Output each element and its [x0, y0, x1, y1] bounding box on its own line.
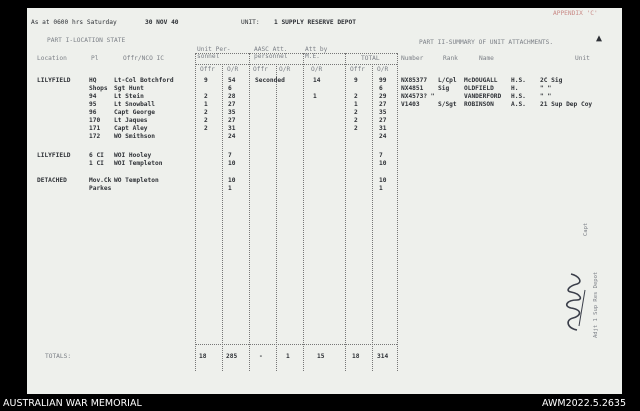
- row-platoon: 170: [89, 117, 101, 124]
- attachment-name: McDOUGALL: [464, 77, 498, 84]
- total-or: 314: [377, 353, 389, 360]
- unit-label: UNIT:: [241, 19, 260, 26]
- row-total-offr: 2: [354, 117, 358, 124]
- total-unit-offr: 18: [199, 353, 207, 360]
- row-total-or: 35: [379, 109, 387, 116]
- col-att-me: Att by M.E.: [305, 46, 328, 60]
- rule: [195, 53, 397, 54]
- ink-mark: ▲: [596, 33, 603, 44]
- row-total-or: 27: [379, 101, 387, 108]
- unit-name: 1 SUPPLY RESERVE DEPOT: [274, 19, 356, 26]
- row-unit-or: 7: [228, 152, 232, 159]
- row-att: 14: [313, 77, 321, 84]
- row-platoon: 6 CI: [89, 152, 104, 159]
- row-unit-offr: 2: [204, 125, 208, 132]
- row-total-or: 31: [379, 125, 387, 132]
- col-aasc-att: AASC Att. personnel: [254, 46, 288, 60]
- row-officer: Lt Stein: [114, 93, 144, 100]
- row-aasc-offr: Seconded: [255, 77, 285, 84]
- row-total-offr: 2: [354, 93, 358, 100]
- sub-or: O/R: [227, 66, 239, 73]
- row-total-or: 29: [379, 93, 387, 100]
- row-unit-or: 6: [228, 85, 232, 92]
- column-rule: [249, 53, 250, 371]
- column-rule: [195, 53, 196, 371]
- row-unit-or: 54: [228, 77, 236, 84]
- handwritten-signature: [559, 270, 591, 334]
- col-total: TOTAL: [361, 55, 380, 62]
- row-total-or: 27: [379, 117, 387, 124]
- attachment-unit: " ": [540, 85, 552, 92]
- row-location: LILYFIELD: [37, 77, 71, 84]
- total-offr: 18: [352, 353, 360, 360]
- attachment-corps: A.S.: [511, 101, 526, 108]
- attachment-name: ROBINSON: [464, 101, 494, 108]
- row-unit-offr: 2: [204, 93, 208, 100]
- col-pl: Pl: [91, 55, 99, 62]
- totals-label: TOTALS:: [45, 353, 72, 360]
- row-unit-or: 10: [228, 160, 236, 167]
- as-at-text: As at 0600 hrs Saturday: [31, 19, 117, 26]
- row-platoon: HQ: [89, 77, 97, 84]
- attachment-unit: 2C Sig: [540, 77, 563, 84]
- rule: [195, 344, 397, 345]
- row-unit-offr: 9: [204, 77, 208, 84]
- column-rule: [222, 64, 223, 371]
- row-officer: WO Smithson: [114, 133, 155, 140]
- total-unit-or: 285: [226, 353, 238, 360]
- sub-or: O/R: [279, 66, 291, 73]
- col-location: Location: [37, 55, 67, 62]
- row-total-or: 1: [379, 185, 383, 192]
- row-officer: WO Templeton: [114, 177, 159, 184]
- total-aasc-or: 1: [286, 353, 290, 360]
- signatory-title: Capt: [583, 222, 589, 236]
- col-number: Number: [401, 55, 424, 62]
- row-officer: Lt Snowball: [114, 101, 155, 108]
- attachment-unit: 21 Sup Dep Coy: [540, 101, 593, 108]
- row-officer: Capt George: [114, 109, 155, 116]
- row-unit-or: 1: [228, 185, 232, 192]
- sub-offr: Offr: [350, 66, 365, 73]
- row-platoon: 94: [89, 93, 97, 100]
- total-att: 15: [317, 353, 325, 360]
- row-officer: WOI Hooley: [114, 152, 152, 159]
- row-platoon: Shops: [89, 85, 108, 92]
- attachment-number: NX4573? ": [401, 93, 435, 100]
- row-total-offr: 9: [354, 77, 358, 84]
- report-date: 30 NOV 40: [145, 19, 179, 26]
- column-rule: [345, 53, 346, 371]
- column-rule: [372, 64, 373, 371]
- row-unit-or: 27: [228, 101, 236, 108]
- attachment-number: NX85377: [401, 77, 428, 84]
- row-unit-or: 28: [228, 93, 236, 100]
- row-officer: WOI Templeton: [114, 160, 163, 167]
- part1-title: PART I-LOCATION STATE: [47, 37, 126, 44]
- appendix-ref: APPENDIX 'C': [553, 10, 598, 17]
- attachment-rank: L/Cpl: [438, 77, 457, 84]
- row-location: LILYFIELD: [37, 152, 71, 159]
- rule: [195, 64, 397, 65]
- attachment-unit: " ": [540, 93, 552, 100]
- attachment-name: VANDERFORD: [464, 93, 502, 100]
- col-unit: Unit: [575, 55, 590, 62]
- attachment-corps: H.: [511, 85, 519, 92]
- row-total-or: 10: [379, 160, 387, 167]
- row-platoon: 1 CI: [89, 160, 104, 167]
- row-total-offr: 1: [354, 101, 358, 108]
- row-unit-offr: 2: [204, 117, 208, 124]
- col-unit-personnel: Unit Per- sonnel: [197, 46, 231, 60]
- attachment-number: V1403: [401, 101, 420, 108]
- row-unit-offr: 2: [204, 109, 208, 116]
- attachment-corps: H.S.: [511, 77, 526, 84]
- col-offr-nco: Offr/NCO IC: [123, 55, 164, 62]
- row-location: DETACHED: [37, 177, 67, 184]
- column-rule: [303, 53, 304, 371]
- row-platoon: 95: [89, 101, 97, 108]
- row-total-offr: 2: [354, 125, 358, 132]
- row-officer: Sgt Hunt: [114, 85, 144, 92]
- col-rank: Rank: [443, 55, 458, 62]
- row-platoon: 96: [89, 109, 97, 116]
- sub-or: O/R: [311, 66, 323, 73]
- row-total-or: 7: [379, 152, 383, 159]
- attachment-corps: H.S.: [511, 93, 526, 100]
- attachment-name: OLDFIELD: [464, 85, 494, 92]
- row-platoon: Mov.Ck: [89, 177, 112, 184]
- signatory-appointment: Adjt 1 Sup Res Depot: [593, 271, 599, 338]
- row-unit-offr: 1: [204, 101, 208, 108]
- row-total-offr: 2: [354, 109, 358, 116]
- row-unit-or: 27: [228, 117, 236, 124]
- sub-offr: Offr: [200, 66, 215, 73]
- part2-title: PART II-SUMMARY OF UNIT ATTACHMENTS.: [419, 39, 554, 46]
- attachment-rank: S/Sgt: [438, 101, 457, 108]
- row-officer: Lt Jaques: [114, 117, 148, 124]
- row-unit-or: 35: [228, 109, 236, 116]
- footer-source: AUSTRALIAN WAR MEMORIAL: [3, 398, 142, 409]
- row-officer: Lt-Col Botchford: [114, 77, 174, 84]
- document-sheet: [27, 8, 622, 394]
- row-total-or: 99: [379, 77, 387, 84]
- row-officer: Capt Aley: [114, 125, 148, 132]
- attachment-number: NX4851: [401, 85, 424, 92]
- column-rule: [397, 53, 398, 371]
- footer-accession: AWM2022.5.2635: [542, 398, 627, 409]
- column-rule: [276, 64, 277, 371]
- row-att: 1: [313, 93, 317, 100]
- row-total-or: 10: [379, 177, 387, 184]
- row-unit-or: 24: [228, 133, 236, 140]
- row-platoon: Parkes: [89, 185, 112, 192]
- row-platoon: 171: [89, 125, 101, 132]
- row-total-or: 24: [379, 133, 387, 140]
- row-unit-or: 31: [228, 125, 236, 132]
- row-total-or: 6: [379, 85, 383, 92]
- col-name: Name: [479, 55, 494, 62]
- attachment-rank: Sig: [438, 85, 450, 92]
- row-unit-or: 10: [228, 177, 236, 184]
- total-aasc-offr: -: [259, 353, 263, 360]
- row-platoon: 172: [89, 133, 101, 140]
- sub-offr: Offr: [253, 66, 268, 73]
- sub-or: O/R: [377, 66, 389, 73]
